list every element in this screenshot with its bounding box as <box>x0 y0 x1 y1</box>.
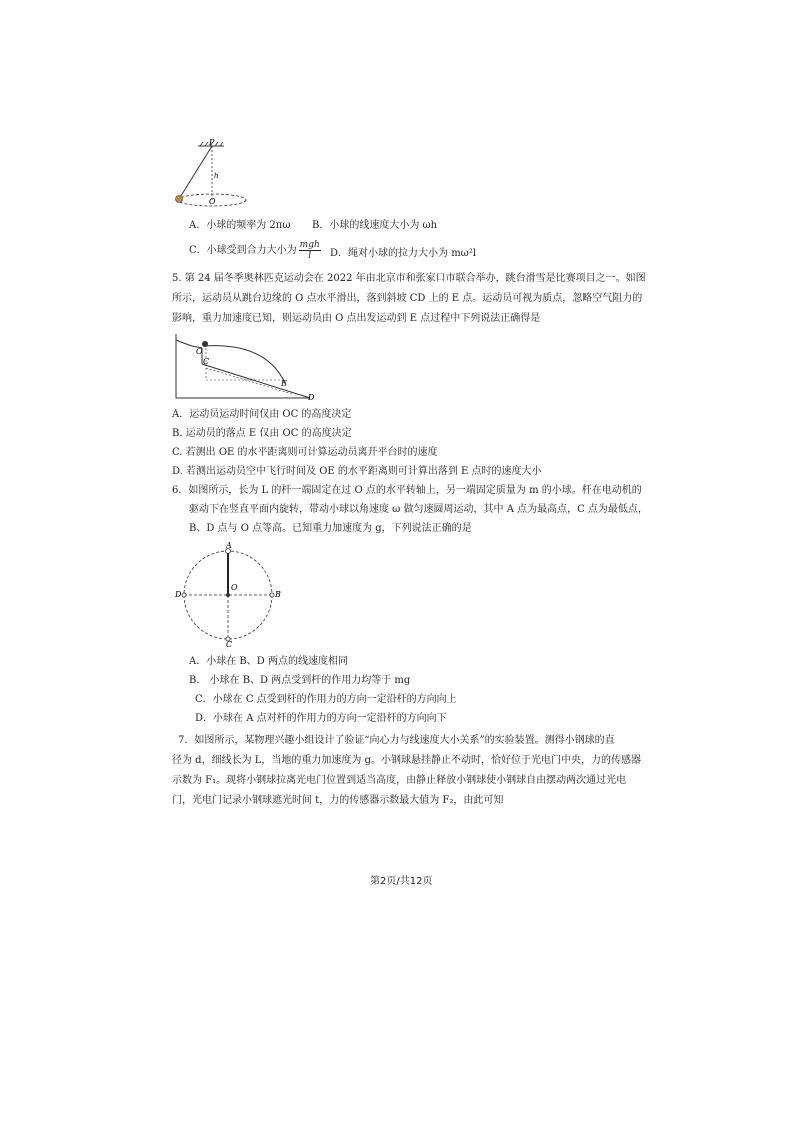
q5-option-a: A．运动员运动时间仅由 OC 的高度决定 <box>172 409 352 420</box>
label-e: E <box>281 379 287 388</box>
q4-option-c-fraction <box>299 240 321 261</box>
q7-line-1: 7．如图所示，某物理兴趣小组设计了验证“向心力与线速度大小关系”的实验装置。测得小钢球的直 <box>178 735 615 746</box>
label-o: O <box>196 347 203 356</box>
label-h: h <box>214 172 219 180</box>
rotating-rod-figure <box>172 540 287 648</box>
q5-line-3: 影响，重力加速度已知，则运动员由 O 点出发运动到 E 点过程中下列说法正确得是 <box>172 313 541 324</box>
slope-cd <box>202 364 310 398</box>
q5-option-c: C. 若测出 OE 的水平距离则可计算运动员离开平台时的速度 <box>172 447 438 458</box>
q6-line-2: 驱动下在竖直平面内旋转，带动小球以角速度 ω 做匀速圆周运动，其中 A 点为最高点，C 点为最低点， <box>189 504 648 515</box>
q7-line-4: 门，光电门记录小钢球遮光时间 t，力的传感器示数最大值为 F₂，由此可知 <box>172 795 504 806</box>
q5-line-1: 5. 第 24 届冬季奥林匹克运动会在 2022 年由北京市和张家口市联合举办，跳台滑雪是比赛项目之一。如图 <box>172 273 646 284</box>
fraction-numerator: mgh <box>299 240 320 250</box>
point-b <box>270 593 274 597</box>
ground-outline <box>176 334 310 398</box>
label-d: D <box>308 393 315 402</box>
q4-option-a: A．小球的频率为 2πω <box>189 220 291 231</box>
q6-line-1: 6．如图所示，长为 L 的杆一端固定在过 O 点的水平转轴上，另一端固定质量为 m 的小球。杆在电动机的 <box>172 485 642 496</box>
q7-line-2: 径为 d，细线长为 L，当地的重力加速度为 g。小钢球悬挂静止不动时，恰好位于光电门中央，力的传感器 <box>172 755 641 766</box>
skier <box>202 341 208 347</box>
slope-hatch <box>206 368 292 394</box>
q5-line-2: 所示，运动员从跳台边缘的 O 点水平滑出，落到斜坡 CD 上的 E 点。运动员可视为质点，忽略空气阻力的 <box>172 293 643 304</box>
q4-option-c-text: C．小球受到合力大小为 <box>189 245 297 256</box>
label-o: O <box>231 583 238 592</box>
q6-option-d: D．小球在 A 点对杆的作用力的方向一定沿杆的方向向下 <box>195 713 447 724</box>
q4-option-b: B．小球的线速度大小为 ωh <box>312 220 438 231</box>
q4-option-c <box>189 240 323 261</box>
point-d <box>182 593 186 597</box>
label-p: P <box>209 138 215 147</box>
string-line <box>179 146 212 199</box>
ski-jump-figure <box>172 330 322 402</box>
q4-option-d: D．绳对小球的拉力大小为 mω²l <box>330 248 477 259</box>
q7-line-3: 示数为 F₁。现将小钢球拉离光电门位置到适当高度，由静止释放小钢球使小钢球自由摆动两次通过光电 <box>172 775 627 786</box>
ball <box>176 196 183 203</box>
pivot-o <box>226 593 230 597</box>
q6-line-3: B、D 点与 O 点等高。已知重力加速度为 g，下列说法正确的是 <box>189 523 472 534</box>
label-b: B <box>275 590 281 599</box>
page-number: 第2页/共12页 <box>370 876 433 887</box>
q6-option-a: A．小球在 B、D 两点的线速度相同 <box>189 656 348 667</box>
label-d: D <box>175 590 182 599</box>
trajectory <box>204 346 286 385</box>
fraction-denominator: l <box>308 251 312 261</box>
label-c: C <box>226 640 233 648</box>
q6-option-b: B． 小球在 B、D 两点受到杆的作用力均等于 mg <box>189 675 411 686</box>
label-o: O <box>209 197 216 206</box>
conical-pendulum-figure <box>168 136 248 212</box>
q6-option-c: C．小球在 C 点受到杆的作用力的方向一定沿杆的方向向上 <box>195 694 457 705</box>
label-a: A <box>226 541 232 550</box>
q5-option-d: D. 若测出运动员空中飞行时间及 OE 的水平距离则可计算出落到 E 点时的速度大小 <box>172 466 542 477</box>
label-c: C <box>203 357 210 366</box>
q5-option-b: B. 运动员的落点 E 仅由 OC 的高度决定 <box>172 428 352 439</box>
